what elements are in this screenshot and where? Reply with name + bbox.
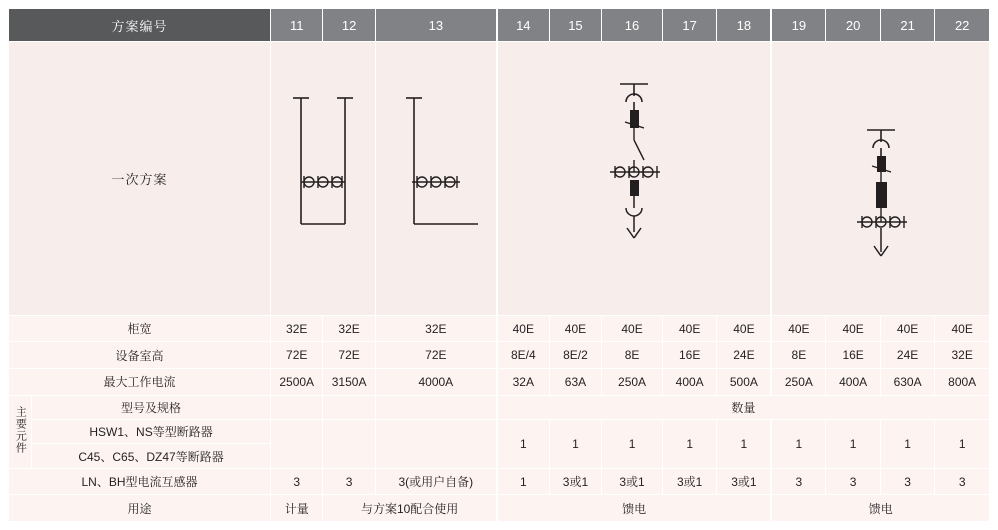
cell-max-current-17: 400A xyxy=(662,369,716,396)
cell-room-height-18: 24E xyxy=(717,342,771,369)
diagram-scheme-14-18 xyxy=(497,42,772,316)
cell-ct-12: 3 xyxy=(323,468,375,495)
cell-max-current-19: 250A xyxy=(771,369,825,396)
table-row xyxy=(9,315,990,342)
single-line-diagram-fuse-feeder-icon xyxy=(811,56,951,302)
cell-max-current-21: 630A xyxy=(880,369,934,396)
row-label-max-working-current: 最大工作电流 xyxy=(9,369,271,396)
cell-cabinet-width-17: 40E xyxy=(662,315,716,342)
cell-room-height-20: 16E xyxy=(826,342,880,369)
cell-breaker-17: 1 xyxy=(662,420,716,469)
cell-cabinet-width-16: 40E xyxy=(602,315,663,342)
primary-scheme-row xyxy=(9,42,990,316)
cell-max-current-16: 250A xyxy=(602,369,663,396)
cell-cabinet-width-18: 40E xyxy=(717,315,771,342)
cell-room-height-15: 8E/2 xyxy=(549,342,601,369)
cell-spec-12 xyxy=(323,395,375,419)
cell-max-current-11: 2500A xyxy=(271,369,323,396)
single-line-diagram-busbar-icon xyxy=(378,56,494,302)
header-col-12: 12 xyxy=(323,9,375,42)
cell-cabinet-width-15: 40E xyxy=(549,315,601,342)
cell-ct-18: 3或1 xyxy=(717,468,771,495)
cell-room-height-22: 32E xyxy=(935,342,990,369)
cell-breaker-19: 1 xyxy=(771,420,825,469)
cell-room-height-21: 24E xyxy=(880,342,934,369)
cell-ct-13: 3(或用户自备) xyxy=(375,468,497,495)
cell-room-height-11: 72E xyxy=(271,342,323,369)
cell-spec-quantity: 数量 xyxy=(497,395,990,419)
row-label-current-transformer: LN、BH型电流互感器 xyxy=(9,468,271,495)
cell-max-current-12: 3150A xyxy=(323,369,375,396)
cell-breaker-16: 1 xyxy=(602,420,663,469)
table-row xyxy=(9,342,990,369)
cell-ct-21: 3 xyxy=(880,468,934,495)
header-col-14: 14 xyxy=(497,9,549,42)
cell-usage-feeder-a: 馈电 xyxy=(497,495,772,522)
header-col-16: 16 xyxy=(602,9,663,42)
cell-ct-19: 3 xyxy=(771,468,825,495)
lower-breaker-block-icon xyxy=(630,180,639,196)
cell-ct-17: 3或1 xyxy=(662,468,716,495)
cell-usage-metering: 计量 xyxy=(271,495,323,522)
header-col-20: 20 xyxy=(826,9,880,42)
row-label-equipment-room-height: 设备室高 xyxy=(9,342,271,369)
cell-breaker-18: 1 xyxy=(717,420,771,469)
cell-cabinet-width-22: 40E xyxy=(935,315,990,342)
header-col-18: 18 xyxy=(717,9,771,42)
cell-max-current-15: 63A xyxy=(549,369,601,396)
header-col-21: 21 xyxy=(880,9,934,42)
fuse-block-icon xyxy=(876,182,887,208)
row-label-breaker-hsw1-ns: HSW1、NS等型断路器 xyxy=(32,420,271,444)
cell-ct-15: 3或1 xyxy=(549,468,601,495)
header-scheme-number-label: 方案编号 xyxy=(9,9,271,42)
cell-cabinet-width-20: 40E xyxy=(826,315,880,342)
cell-max-current-20: 400A xyxy=(826,369,880,396)
cell-breaker-14: 1 xyxy=(497,420,549,469)
row-label-cabinet-width: 柜宽 xyxy=(9,315,271,342)
single-line-diagram-breaker-feeder-icon xyxy=(564,56,704,302)
cell-cabinet-width-13: 32E xyxy=(375,315,497,342)
cell-room-height-19: 8E xyxy=(771,342,825,369)
table-header-row xyxy=(9,9,990,42)
diagram-scheme-19-22 xyxy=(771,42,989,316)
table-row xyxy=(9,369,990,396)
scheme-table xyxy=(8,8,990,522)
cell-room-height-14: 8E/4 xyxy=(497,342,549,369)
primary-scheme-label: 一次方案 xyxy=(9,42,271,316)
cell-room-height-13: 72E xyxy=(375,342,497,369)
cell-ct-14: 1 xyxy=(497,468,549,495)
side-label-main-components xyxy=(9,395,32,468)
cell-breaker-13 xyxy=(375,420,497,469)
header-col-22: 22 xyxy=(935,9,990,42)
cell-usage-feeder-b: 馈电 xyxy=(771,495,989,522)
table-row xyxy=(9,395,990,419)
cell-max-current-14: 32A xyxy=(497,369,549,396)
side-label-main-components-text: 主要元件 xyxy=(14,405,27,454)
cell-max-current-13: 4000A xyxy=(375,369,497,396)
table-row xyxy=(9,468,990,495)
cell-cabinet-width-14: 40E xyxy=(497,315,549,342)
cell-breaker-15: 1 xyxy=(549,420,601,469)
cell-breaker-20: 1 xyxy=(826,420,880,469)
cell-max-current-22: 800A xyxy=(935,369,990,396)
diagram-scheme-11-12 xyxy=(271,42,376,316)
cell-room-height-17: 16E xyxy=(662,342,716,369)
single-line-diagram-bus-busbar-icon xyxy=(273,56,373,302)
table-row xyxy=(9,495,990,522)
row-label-breaker-c45-c65-dz47: C45、C65、DZ47等断路器 xyxy=(32,444,271,468)
header-col-13: 13 xyxy=(375,9,497,42)
cell-ct-16: 3或1 xyxy=(602,468,663,495)
header-col-11: 11 xyxy=(271,9,323,42)
header-col-19: 19 xyxy=(771,9,825,42)
cell-room-height-16: 8E xyxy=(602,342,663,369)
row-label-model-spec: 型号及规格 xyxy=(32,395,271,419)
cell-breaker-22: 1 xyxy=(935,420,990,469)
cell-ct-22: 3 xyxy=(935,468,990,495)
cell-usage-with-scheme-10: 与方案10配合使用 xyxy=(323,495,497,522)
cell-ct-11: 3 xyxy=(271,468,323,495)
cell-cabinet-width-19: 40E xyxy=(771,315,825,342)
cell-spec-13 xyxy=(375,395,497,419)
cell-breaker-12 xyxy=(323,420,375,469)
cell-cabinet-width-21: 40E xyxy=(880,315,934,342)
diagram-scheme-13 xyxy=(375,42,497,316)
cell-spec-11 xyxy=(271,395,323,419)
cell-max-current-18: 500A xyxy=(717,369,771,396)
header-col-17: 17 xyxy=(662,9,716,42)
cell-ct-20: 3 xyxy=(826,468,880,495)
cell-cabinet-width-12: 32E xyxy=(323,315,375,342)
table-row xyxy=(9,420,990,444)
cell-breaker-11 xyxy=(271,420,323,469)
cell-cabinet-width-11: 32E xyxy=(271,315,323,342)
cell-breaker-21: 1 xyxy=(880,420,934,469)
cell-room-height-12: 72E xyxy=(323,342,375,369)
header-col-15: 15 xyxy=(549,9,601,42)
row-label-usage: 用途 xyxy=(9,495,271,522)
